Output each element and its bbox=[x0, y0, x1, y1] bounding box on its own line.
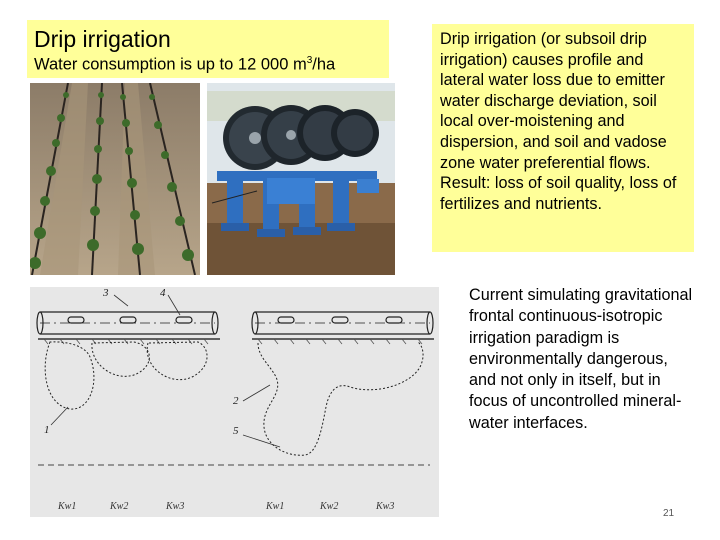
label-2: 2 bbox=[233, 395, 239, 407]
drip-tape-machine-photo bbox=[207, 83, 395, 275]
subtitle-superscript: 3 bbox=[306, 55, 313, 66]
paradigm-note: Current simulating gravitational frontal continuous-isotropic irrigation paradigm is environmentally dangerous, and not only in itself, but in focus of uncontrolled mineral-water interfaces. bbox=[469, 286, 693, 432]
subtitle-tail: /ha bbox=[312, 55, 336, 74]
label-4: 4 bbox=[160, 287, 166, 299]
slide-title: Drip irrigation bbox=[34, 26, 171, 52]
subtitle-main: Water consumption is up to 12 000 m bbox=[34, 55, 307, 74]
slide-subtitle bbox=[34, 55, 335, 75]
soil-moisture-diagram bbox=[30, 287, 439, 517]
label-5: 5 bbox=[233, 425, 239, 437]
page-number: 21 bbox=[663, 508, 675, 519]
kw2-label-left: Kw2 bbox=[110, 501, 129, 512]
drip-irrigation-info-box bbox=[432, 24, 694, 252]
label-3: 3 bbox=[103, 287, 109, 299]
field-drip-lines-photo bbox=[30, 83, 200, 275]
kw2-label-right: Kw2 bbox=[320, 501, 339, 512]
info-text: Drip irrigation (or subsoil drip irrigation) causes profile and lateral water loss due to emitter water discharge deviation, soil local over-moistening and dispersion, and soil and vadose zone water preferential flows. Result: loss of soil quality, loss of fertilizes and nutrients. bbox=[440, 30, 677, 213]
label-1: 1 bbox=[44, 424, 50, 436]
kw3-label-right: Kw3 bbox=[376, 501, 395, 512]
title-box bbox=[27, 20, 389, 78]
kw1-label-right: Kw1 bbox=[266, 501, 285, 512]
kw3-label-left: Kw3 bbox=[166, 501, 185, 512]
kw1-label-left: Kw1 bbox=[58, 501, 77, 512]
